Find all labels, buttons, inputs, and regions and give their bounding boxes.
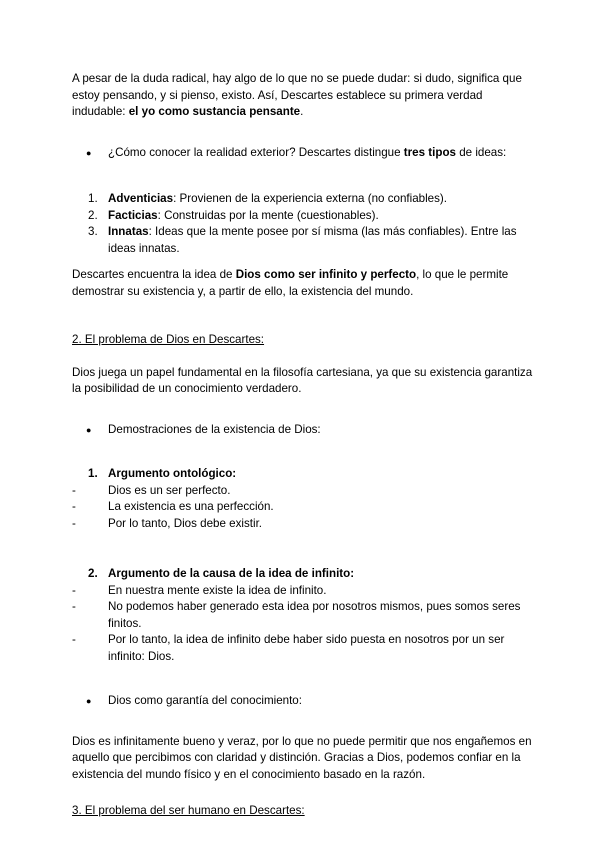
bullet-icon: ● xyxy=(86,424,92,435)
dash-item xyxy=(72,483,534,500)
list-number: 2. xyxy=(88,567,98,580)
list-number: 3. xyxy=(88,225,98,238)
section-heading-2: 2. El problema de Dios en Descartes: xyxy=(72,333,265,346)
document-page xyxy=(72,71,534,820)
argument-1-title xyxy=(72,466,534,483)
dash-item-text: Por lo tanto, Dios debe existir. xyxy=(108,516,263,530)
intro-paragraph xyxy=(72,71,534,121)
dios-intro-text: Descartes encuentra la idea de xyxy=(72,268,236,281)
dash-item-text: No podemos haber generado esta idea por nosotros mismos, pues somos seres finitos. xyxy=(108,600,521,630)
dash-mark: - xyxy=(72,583,76,597)
bullet-icon: ● xyxy=(86,147,92,158)
argument-2-title xyxy=(72,566,534,583)
list-item-text xyxy=(108,224,534,257)
argument-title: Argumento de la causa de la idea de infinito: xyxy=(108,567,355,580)
dash-item-text: Por lo tanto, la idea de infinito debe haber sido puesta en nosotros por un ser infinito: Dios. xyxy=(108,633,505,663)
list-number: 1. xyxy=(88,467,98,480)
section2-intro: Dios juega un papel fundamental en la filosofía cartesiana, ya que su existencia garantiza la posibilidad de un conocimiento verdadero. xyxy=(72,365,533,395)
list-item xyxy=(72,191,534,208)
dash-item xyxy=(72,632,534,665)
list-item xyxy=(72,208,534,225)
dash-mark: - xyxy=(72,483,76,497)
dash-mark: - xyxy=(72,633,76,646)
idea-text: : Ideas que la mente posee por sí misma (las más confiables). Entre las ideas innatas. xyxy=(108,225,517,255)
bullet-ideas-part1: ¿Cómo conocer la realidad exterior? Descartes distingue xyxy=(108,145,404,159)
dash-item xyxy=(72,499,534,516)
idea-text: : Provienen de la experiencia externa (no confiables). xyxy=(173,192,447,205)
idea-term: Facticias xyxy=(108,208,158,222)
intro-end: . xyxy=(300,105,304,118)
list-item xyxy=(72,224,534,257)
dash-item-text: La existencia es una perfección. xyxy=(108,500,274,513)
dios-intro-paragraph xyxy=(72,267,534,300)
idea-term: Adventicias xyxy=(108,192,174,205)
dash-item xyxy=(72,583,534,600)
dash-mark: - xyxy=(72,500,76,513)
list-item-text xyxy=(108,191,447,208)
idea-text: : Construidas por la mente (cuestionables). xyxy=(157,208,379,222)
idea-term: Innatas xyxy=(108,225,149,238)
list-number: 2. xyxy=(88,208,98,222)
bullet-garantia xyxy=(72,693,534,710)
dash-item-text: En nuestra mente existe la idea de infinito. xyxy=(108,583,327,597)
bullet-icon: ● xyxy=(86,696,92,706)
bullet-ideas-bold: tres tipos xyxy=(403,145,456,159)
dios-intro-bold: Dios como ser infinito y perfecto xyxy=(235,268,417,281)
garantia-paragraph: Dios es infinitamente bueno y veraz, por lo que no puede permitir que nos engañemos en aquello que percibimos con claridad y distinción. Gracias a Dios, podemos confiar en la existencia del mundo físico y en el conocimiento basado en la razón. xyxy=(72,734,532,781)
bullet-demos-text: Demostraciones de la existencia de Dios: xyxy=(108,422,321,436)
dash-item xyxy=(72,516,534,533)
ideas-list xyxy=(72,191,534,257)
bullet-garantia-text: Dios como garantía del conocimiento: xyxy=(108,694,302,707)
dash-item-text: Dios es un ser perfecto. xyxy=(108,483,231,497)
argument-title: Argumento ontológico: xyxy=(108,467,237,480)
intro-text: A pesar de la duda radical, hay algo de lo que no se puede dudar: si dudo, significa que estoy pensando, y si pienso, existo. Así, Descartes establece su primera verdad indudable: xyxy=(72,72,522,118)
bullet-demos xyxy=(72,422,534,439)
bullet-ideas-part2: de ideas: xyxy=(455,145,507,159)
dash-mark: - xyxy=(72,600,76,613)
dash-mark: - xyxy=(72,516,76,530)
bullet-ideas-text xyxy=(108,145,506,162)
bullet-ideas xyxy=(72,145,534,162)
list-item-text xyxy=(108,208,379,225)
dash-item xyxy=(72,599,534,632)
intro-bold: el yo como sustancia pensante xyxy=(128,105,301,118)
section-heading-3: 3. El problema del ser humano en Descartes: xyxy=(72,804,305,817)
list-number: 1. xyxy=(88,192,98,205)
dios-intro-end: , lo que le permite demostrar su existencia y, a partir de ello, la existencia del mundo. xyxy=(72,268,509,298)
